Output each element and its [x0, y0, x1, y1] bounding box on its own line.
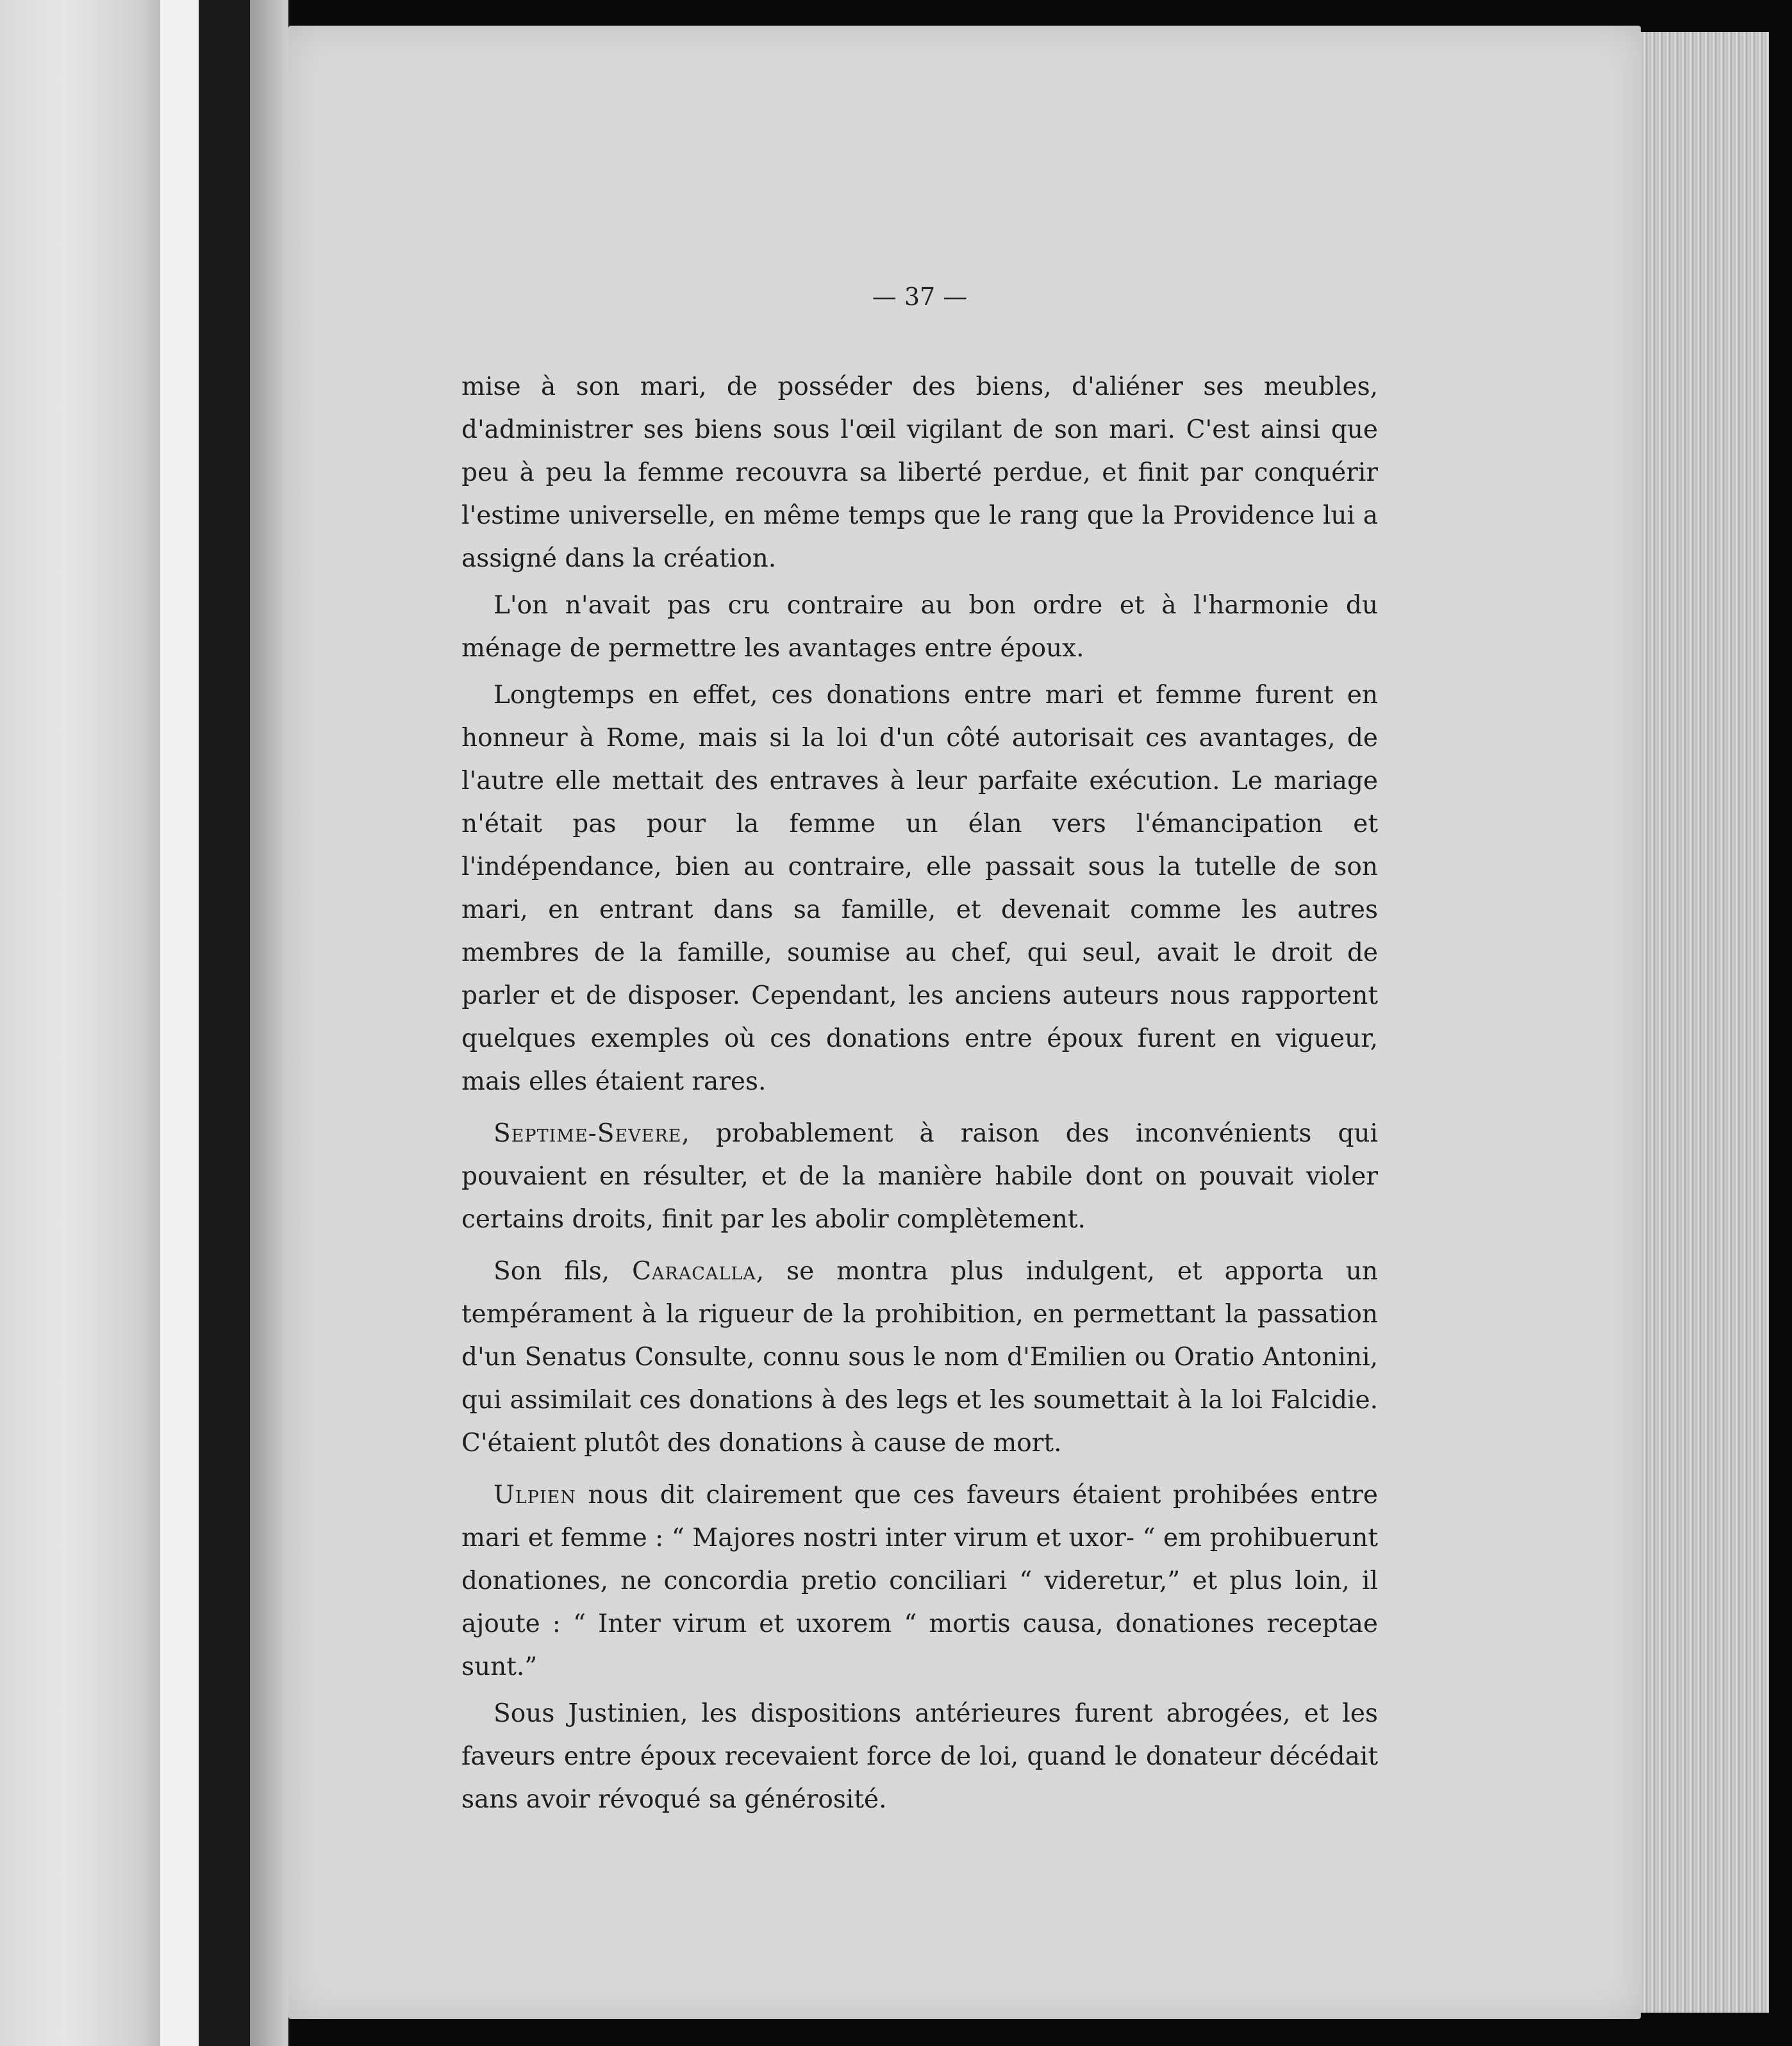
paragraph-text: L'on n'avait pas cru contraire au bon ordre et à l'harmonie du ménage de permettre les avantages entre époux. — [461, 591, 1378, 663]
body-text — [461, 365, 1378, 1821]
paragraph-1 — [461, 365, 1378, 580]
paragraph-text: , se montra plus indulgent, et apporta un tempérament à la rigueur de la prohibition, en permettant la passation d'un Senatus Consulte, connu sous le nom d'Emilien ou Oratio Antonini, qui assimilait ces donations à des legs et les soumettait à la loi Falcidie. C'étaient plutôt des donations à cause de mort. — [461, 1257, 1378, 1458]
paragraph-text: Sous Justinien, les dispositions antérieures furent abrogées, et les faveurs entre époux recevaient force de loi, quand le donateur décédait sans avoir révoqué sa générosité. — [461, 1699, 1378, 1814]
book-spine — [199, 0, 250, 2046]
author-name-small-caps: Ulpien — [494, 1481, 576, 1510]
paragraph-text: nous dit clairement que ces faveurs étaient prohibées entre mari et femme : “ Majores nostri inter virum et uxor- “ em prohibuerunt donationes, ne concordia pretio conciliari “ videretur,” et plus loin, il ajoute : “ Inter virum et uxorem “ mortis causa, donationes receptae sunt.” — [461, 1481, 1378, 1681]
paragraph-6 — [461, 1474, 1378, 1688]
spine-shadow — [250, 0, 288, 2046]
paragraph-text: Son fils, — [494, 1257, 633, 1286]
paragraph-text: Longtemps en effet, ces donations entre mari et femme furent en honneur à Rome, mais si la loi d'un côté autorisait ces avantages, de l'autre elle mettait des entraves à leur parfaite exécution. Le mariage n'était pas pour la femme un élan vers l'émancipation et l'indépendance, bien au contraire, elle passait sous la tutelle de son mari, en entrant dans sa famille, et devenait comme les autres membres de la famille, soumise au chef, qui seul, avait le droit de parler et de disposer. Cependant, les anciens auteurs nous rapportent quelques exemples où ces donations entre époux furent en vigueur, mais elles étaient rares. — [461, 681, 1378, 1096]
paragraph-text: , probablement à raison des inconvénients qui pouvaient en résulter, et de la manière habile dont on pouvait violer certains droits, finit par les abolir complètement. — [461, 1119, 1378, 1234]
author-name-small-caps: Caracalla — [632, 1257, 756, 1286]
paragraph-text: mise à son mari, de posséder des biens, d'aliéner ses meubles, d'administrer ses biens sous l'œil vigilant de son mari. C'est ainsi que peu à peu la femme recouvra sa liberté perdue, et finit par conquérir l'estime universelle, en même temps que le rang que la Providence lui a assigné dans la création. — [461, 372, 1378, 573]
paragraph-4 — [461, 1112, 1378, 1241]
previous-page-edge — [0, 0, 160, 2046]
paragraph-5 — [461, 1250, 1378, 1465]
author-name-small-caps: Septime-Severe — [494, 1119, 682, 1148]
page-number: — 37 — — [872, 283, 968, 311]
right-border — [1769, 0, 1792, 2046]
paragraph-3 — [461, 674, 1378, 1103]
paragraph-7 — [461, 1692, 1378, 1821]
paragraph-2 — [461, 584, 1378, 670]
page-stack-edges — [1641, 32, 1769, 2013]
gutter-gap — [160, 0, 199, 2046]
